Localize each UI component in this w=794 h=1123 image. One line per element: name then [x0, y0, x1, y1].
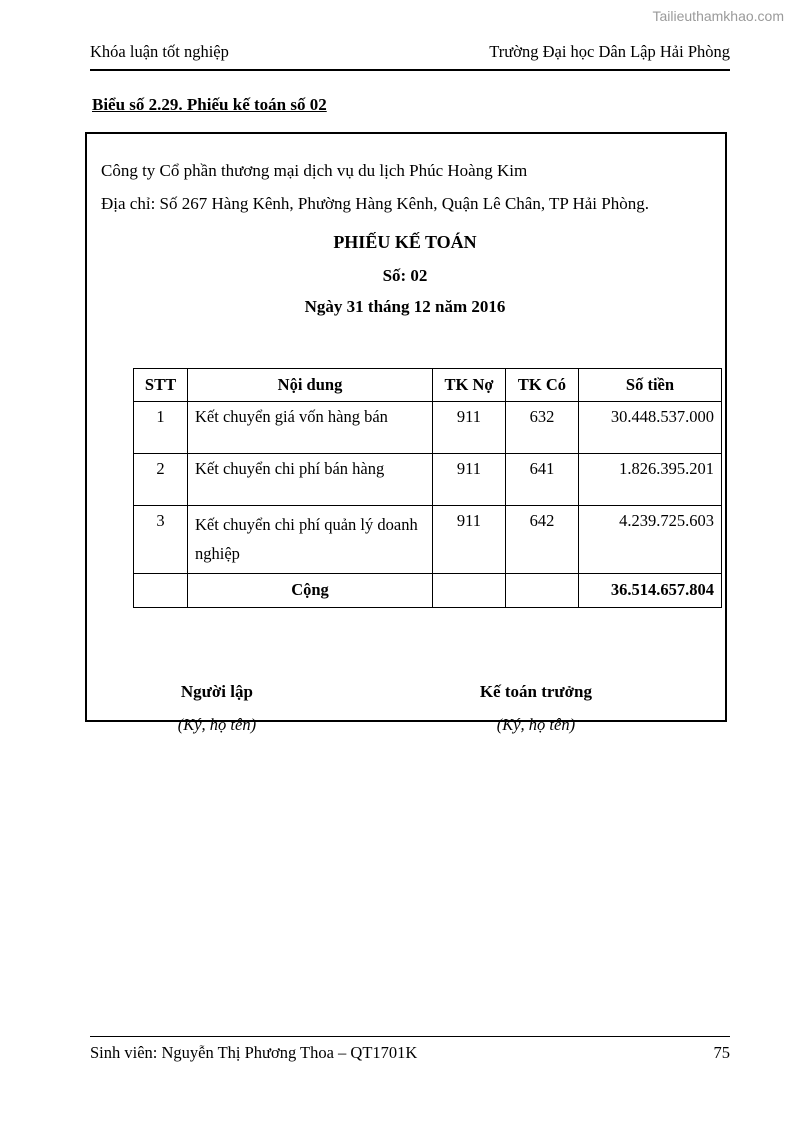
cell-noi-dung: Kết chuyển giá vốn hàng bán: [188, 402, 433, 454]
cell-tk-no: 911: [433, 506, 506, 573]
signature-preparer-note: (Ký, họ tên): [177, 714, 257, 734]
signature-block: [101, 682, 709, 735]
voucher-date: Ngày 31 tháng 12 năm 2016: [304, 297, 506, 317]
table-total-row: [134, 573, 722, 607]
cell-stt: 2: [134, 454, 188, 506]
cell-tk-co: 632: [506, 402, 579, 454]
cell-empty: [506, 573, 579, 607]
cell-so-tien: 30.448.537.000: [579, 402, 722, 454]
cell-tk-no: 911: [433, 402, 506, 454]
col-header-tk-no: TK Nợ: [433, 369, 506, 402]
col-header-tk-co: TK Có: [506, 369, 579, 402]
table-row: [134, 402, 722, 454]
cell-total-value: 36.514.657.804: [579, 573, 722, 607]
section-title: Biểu số 2.29. Phiếu kế toán số 02: [92, 95, 327, 114]
signature-chief-accountant-title: Kế toán trưởng: [479, 681, 592, 701]
cell-empty: [134, 573, 188, 607]
cell-so-tien: 4.239.725.603: [579, 506, 722, 573]
cell-tk-co: 642: [506, 506, 579, 573]
company-address: Địa chỉ: Số 267 Hàng Kênh, Phường Hàng Kênh, Quận Lê Chân, TP Hải Phòng.: [101, 194, 649, 214]
col-header-noi-dung: Nội dung: [188, 369, 433, 402]
watermark: Tailieuthamkhao.com: [652, 8, 784, 24]
page-header: [90, 42, 730, 71]
voucher-table: [133, 368, 722, 607]
header-right-text: Trường Đại học Dân Lập Hải Phòng: [489, 42, 730, 61]
cell-tk-co: 641: [506, 454, 579, 506]
voucher-number: Số: 02: [382, 265, 428, 285]
table-header-row: [134, 369, 722, 402]
signature-chief-accountant: [393, 682, 709, 735]
voucher-box: [85, 132, 727, 734]
cell-empty: [433, 573, 506, 607]
cell-noi-dung: [188, 506, 433, 573]
cell-stt: 3: [134, 506, 188, 573]
signature-chief-accountant-note: (Ký, họ tên): [496, 714, 576, 734]
cell-noi-dung: Kết chuyển chi phí bán hàng: [188, 454, 433, 506]
footer-page-number: 75: [713, 1043, 730, 1062]
table-row: [134, 506, 722, 573]
col-header-stt: STT: [134, 369, 188, 402]
cell-stt: 1: [134, 402, 188, 454]
cell-total-label: Cộng: [188, 573, 433, 607]
company-name: Công ty Cổ phần thương mại dịch vụ du lịch Phúc Hoàng Kim: [101, 161, 528, 180]
header-left-text: Khóa luận tốt nghiệp: [90, 42, 229, 61]
signature-preparer: [101, 682, 393, 735]
col-header-so-tien: Số tiền: [579, 369, 722, 402]
voucher-title: PHIẾU KẾ TOÁN: [333, 232, 477, 253]
page-footer: [90, 1036, 730, 1063]
cell-so-tien: 1.826.395.201: [579, 454, 722, 506]
table-row: [134, 454, 722, 506]
signature-preparer-title: Người lập: [180, 681, 253, 701]
cell-noi-dung-text: Kết chuyển chi phí quản lý doanh nghiệp: [195, 515, 418, 563]
cell-tk-no: 911: [433, 454, 506, 506]
footer-student-text: Sinh viên: Nguyễn Thị Phương Thoa – QT1701K: [90, 1043, 418, 1062]
voucher-heading: [101, 226, 709, 322]
